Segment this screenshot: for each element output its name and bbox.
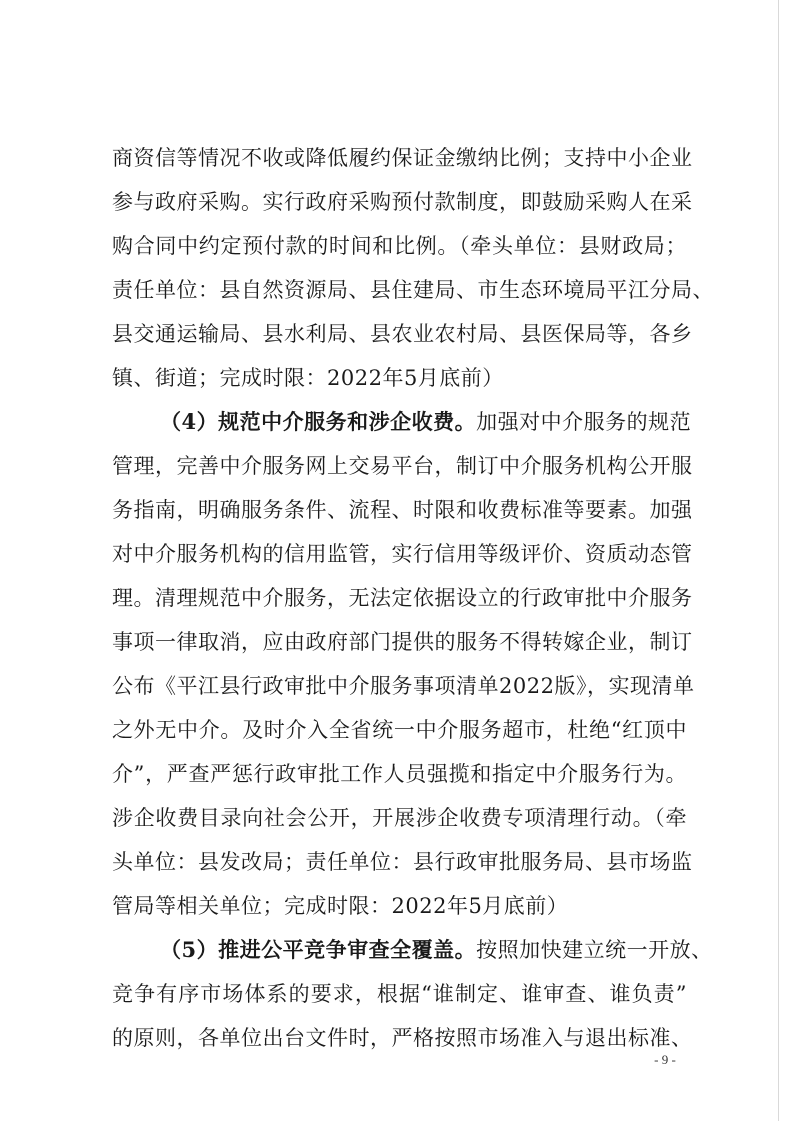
paragraph-line: 县交通运输局、县水利局、县农业农村局、县医保局等，各乡 [112, 322, 693, 346]
paragraph-line: 理。清理规范中介服务，无法定依据设立的行政审批中介服务 [112, 586, 693, 610]
paragraph-line: 介”，严查严惩行政审批工作人员强揽和指定中介服务行为。 [112, 762, 687, 786]
paragraph-line: 管理，完善中介服务网上交易平台，制订中介服务机构公开服 [112, 454, 693, 478]
page-number: - 9 - [654, 1052, 676, 1067]
paragraph-line: 购合同中约定预付款的时间和比例。（牵头单位：县财政局； [112, 234, 687, 258]
paragraph-line: 管局等相关单位；完成时限：2022年5月底前） [112, 894, 569, 918]
section-4-first-line [160, 400, 692, 444]
paragraph-line: 竞争有序市场体系的要求，根据“谁制定、谁审查、谁负责” [112, 982, 687, 1006]
paragraph-line: 公布《平江县行政审批中介服务事项清单2022版》，实现清单 [112, 674, 695, 698]
paragraph-line: 事项一律取消，应由政府部门提供的服务不得转嫁企业，制订 [112, 630, 693, 654]
section-4-first-line-text: 加强对中介服务的规范 [476, 410, 692, 434]
paragraph-line: 商资信等情况不收或降低履约保证金缴纳比例；支持中小企业 [112, 146, 693, 170]
section-5-first-line-text: 按照加快建立统一开放、 [476, 938, 713, 962]
paragraph-line: 头单位：县发改局；责任单位：县行政审批服务局、县市场监 [112, 850, 693, 874]
paragraph-line: 的原则，各单位出台文件时，严格按照市场准入与退出标准、 [112, 1026, 693, 1050]
paragraph-line: 之外无中介。及时介入全省统一中介服务超市，杜绝“红顶中 [112, 718, 687, 742]
paragraph-line: 镇、街道；完成时限：2022年5月底前） [112, 366, 504, 390]
section-5-heading: （5）推进公平竞争审查全覆盖。 [160, 937, 477, 962]
paragraph-line: 涉企收费目录向社会公开，开展涉企收费专项清理行动。（牵 [112, 806, 687, 830]
section-4-heading: （4）规范中介服务和涉企收费。 [160, 409, 477, 434]
paragraph-line: 参与政府采购。实行政府采购预付款制度，即鼓励采购人在采 [112, 190, 693, 214]
scan-edge-line [778, 0, 779, 1121]
section-5-first-line [160, 928, 713, 972]
paragraph-line: 务指南，明确服务条件、流程、时限和收费标准等要素。加强 [112, 498, 693, 522]
paragraph-line: 对中介服务机构的信用监管，实行信用等级评价、资质动态管 [112, 542, 693, 566]
paragraph-line: 责任单位：县自然资源局、县住建局、市生态环境局平江分局、 [112, 278, 714, 302]
